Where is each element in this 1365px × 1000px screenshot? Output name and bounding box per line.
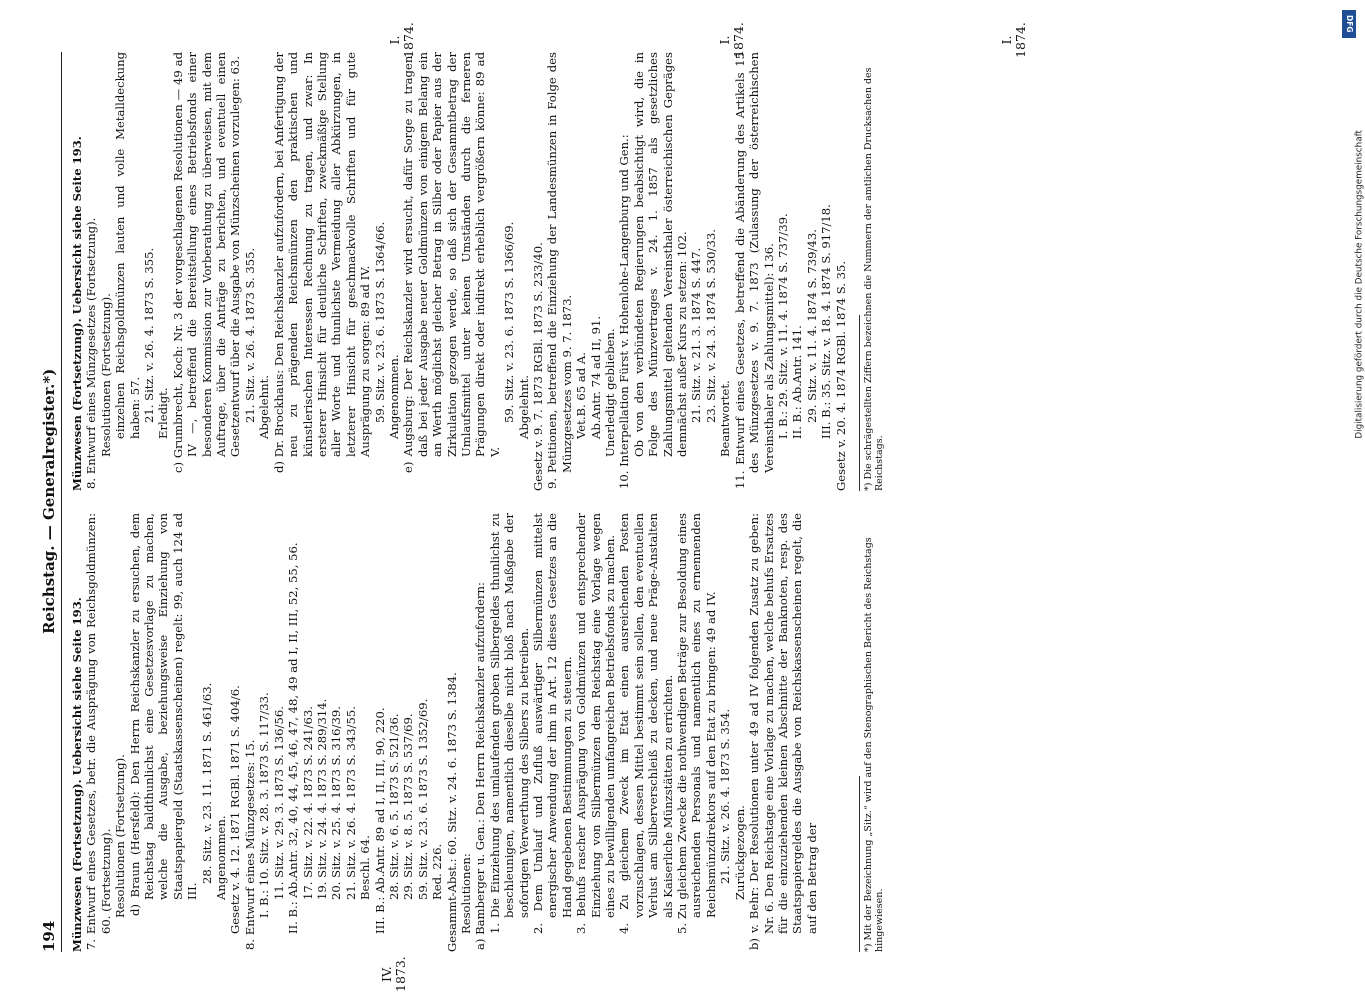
left-column-entry: 1. Die Einziehung des umlaufenden groben Silbergeldes thunlichst zu beschleunigen, namentlich dieselbe nicht bloß nach Maßgabe der sofortigen Verwerthung des Silbers zu betreiben. [487, 513, 531, 934]
left-column-entry: 19. Sitz. v. 24. 4. 1873 S. 289/314. [314, 698, 329, 900]
left-column-entry: II. B.: Ab.Antr. 32, 40, 44, 45, 46, 47, 48, 49 ad I, II, III, 52, 55, 56. [286, 542, 301, 934]
left-column-entry: 21. Sitz. v. 26. 4. 1873 S. 343/55. [343, 706, 358, 900]
right-column-entry: 21. Sitz. v. 26. 4. 1873 S. 355. [142, 247, 157, 423]
margin-year-right-3: I. 1874. [999, 22, 1028, 58]
right-column-entry: 23. Sitz. v. 24. 3. 1874 S. 530/33. [703, 229, 718, 423]
left-column-entry: 2. Dem Umlauf und Zufluß auswärtiger Silbermünzen mittelst energischer Anwendung der ihm in Art. 12 dieses Gesetzes an die Hand gegebenen Bestimmungen zu steuern. [531, 513, 574, 934]
left-column-entry: 5. Zu gleichem Zwecke die nothwendigen Beträge zur Besoldung eines ausreichenden Personals und namentlich eines zu ernennenden Reichsmünzdirektors auf den Etat zu bringen: 49 ad IV. [675, 513, 718, 934]
left-column-entry: a) Bamberger u. Gen.: Den Herrn Reichskanzler aufzufordern: [473, 582, 488, 950]
left-column-entry: 28. Sitz. v. 6. 5. 1873 S. 521/36. [386, 713, 401, 900]
left-column-entry: Münzwesen (Fortsetzung). Uebersicht siehe Seite 193. [70, 597, 84, 952]
right-column-entry: 29. Sitz. v. 11. 4. 1874 S. 739/43. [804, 229, 819, 423]
left-column-entry: b) v. Behr: Der Resolutionen unter 49 ad IV folgenden Zusatz zu geben: Nr. 6. Den Reichstage eine Vorlage zu machen, welche behufs Ersatzes für die einzuziehenden kleinen Abschnitte der Banknoten, resp. des Staatspapiergeldes die Ausgabe von Reichskassenscheinen regelt, die auf den Betrag der [747, 513, 819, 950]
dfg-logo: DFG [1342, 10, 1356, 38]
right-column-entry: Erledigt. [156, 387, 171, 439]
right-column-entry: Angenommen. [386, 354, 401, 439]
margin-year-right-2: I. 1874. [717, 22, 746, 58]
right-column-entry: 8. Entwurf eines Münzgesetzes (Fortsetzung). [84, 217, 99, 489]
right-column-entry: Ab.Antr. 74 ad II, 91. [588, 315, 603, 439]
left-column-entry: I. B.: 10. Sitz. v. 28. 3. 1873 S. 117/33. [257, 692, 272, 918]
footnote-left: *) Mit der Bezeichnung „Sitz.“ wird auf den Stenographischen Bericht des Reichstags hingewiesen. [862, 537, 886, 952]
right-column-entry: Münzwesen (Fortsetzung). Uebersicht siehe Seite 193. [70, 136, 84, 491]
right-column-entry: Gesetz v. 20. 4. 1874 RGBl. 1874 S. 35. [833, 260, 848, 491]
margin-year-right-1: I. 1874. [387, 22, 416, 58]
footnote-rule-left [859, 776, 860, 952]
left-column-entry: 17. Sitz. v. 22. 4. 1873 S. 241/63. [300, 706, 315, 900]
footnote-rule-right [859, 315, 860, 491]
left-column-entry: Angenommen. [214, 815, 229, 900]
right-column-entry: 10. Interpellation Fürst v. Hohenlohe-Langenburg und Gen.: [617, 134, 632, 489]
right-column-entry: c) Grumbrecht, Koch: Nr. 3 der vorgeschlagenen Resolutionen — 49 ad IV —, betreffend die Bereitstellung eines Betriebsfonds einer besonderen Kommission zur Vorberathung zu überweisen, mit dem Auftrage, über die Anträge zu berichten, und eventuell einen Gesetzentwurf über die Ausgabe von Münzscheinen vorzulegen: 63. [170, 52, 243, 473]
right-column-entry: Abgelehnt. [257, 375, 272, 439]
right-column-entry: Ob von den verbündeten Regierungen beabsichtigt wird, die in Folge des Münzvertrages v. 24. 1. 1857 als gesetzliches Zahlungsmittel geltenden Vereinsthaler österreichischen Gepräges demnächst außer Kurs zu setzen: 102. [631, 52, 690, 457]
left-column-entry: 21. Sitz. v. 26. 4. 1873 S. 354. [718, 708, 733, 884]
right-column-entry: e) Augsburg: Der Reichskanzler wird ersucht, dafür Sorge zu tragen, daß bei jeder Ausgabe neuer Goldmünzen von einigem Belang ein an Werth möglichst gleicher Betrag in Silber oder Papier aus der Zirkulation gezogen werde, so daß sich der Gesammtbetrag der Umlaufsmittel unter keinen Umständen durch die ferneren Prägungen direkt oder indirekt erheblich vergrößern könne: 89 ad V. [401, 52, 502, 473]
running-head [40, 52, 62, 952]
left-column-entry: 11. Sitz. v. 29. 3. 1873 S. 136/56. [271, 706, 286, 900]
right-column-entry: III. B.: 35. Sitz. v. 18. 4. 1874 S. 917/18. [819, 204, 834, 439]
left-column-entry: 7. Entwurf eines Gesetzes, betr. die Ausprägung von Reichsgoldmünzen: 60. (Fortsetzung). [84, 513, 113, 950]
left-column-entry: Resolutionen (Fortsetzung). [113, 754, 128, 918]
right-column-entry: Abgelehnt. [516, 375, 531, 439]
left-column-entry: III. B.: Ab.Antr. 89 ad I, II, III, 90, 220. [372, 707, 387, 934]
right-column-entry: Gesetz v. 9. 7. 1873 RGBl. 1873 S. 233/40. [531, 242, 545, 491]
left-column-entry: 29. Sitz. v. 8. 5. 1873 S. 537/69. [401, 713, 416, 900]
right-column-entry: 59. Sitz. v. 23. 6. 1873 S. 1364/66. [372, 221, 387, 423]
right-column-entry: einzelnen Reichsgoldmünzen lauten und volle Metalldeckung haben: 57. [113, 52, 142, 439]
right-column-entry: Vet.B. 65 ad A. [574, 352, 589, 439]
left-column-entry: 20. Sitz. v. 25. 4. 1873 S. 316/39. [329, 706, 344, 900]
digitization-note: Digitalisierung gefördert durch die Deutsche Forschungsgemeinschaft [1355, 130, 1365, 439]
page-number: 194 [40, 920, 58, 952]
footnote-right: *) Die schrägestellten Ziffern bezeichnen die Nummern der amtlichen Drucksachen des Reichstags. [862, 67, 886, 491]
footnote-left-block [852, 513, 886, 952]
left-column-entry: Red. 226. [430, 843, 445, 900]
right-column-entry: 21. Sitz. v. 21. 3. 1874 S. 447. [689, 247, 704, 423]
right-column-entry: Unerledigt geblieben. [603, 328, 618, 457]
right-column-entry: I. B.: 29. Sitz. v. 11. 4. 1874 S. 737/39. [775, 213, 790, 439]
right-column-entry: II. B.: Ab.Antr. 141. [790, 325, 805, 439]
left-column-entry: Gesetz v. 4. 12. 1871 RGBl. 1871 S. 404/6. [228, 685, 243, 934]
right-column-entry: 9. Petitionen, betreffend die Einziehung der Landesmünzen in Folge des Münzgesetzes vom 9. 7. 1873. [545, 52, 574, 489]
left-column-entry: 8. Entwurf eines Münzgesetzes: 15. [242, 739, 257, 950]
left-column-entry: 4. Zu gleichem Zweck im Etat einen ausreichenden Posten vorzuschlagen, dessen Mittel bestimmt sein sollen, den eventuellen Verlust am Silberverschleiß zu decken, und neue Präge-Anstalten als Kaiserliche Münzstätten zu errichten. [617, 513, 675, 934]
page-title: Reichstag. — Generalregister.*) [40, 368, 58, 635]
footnote-right-block [852, 52, 886, 491]
left-column [70, 513, 848, 992]
right-column-entry: Resolutionen (Fortsetzung). [98, 293, 113, 457]
margin-year-left: IV. 1873. [379, 956, 408, 992]
left-column-entry: Beschl. 64. [358, 835, 373, 900]
left-column-entry: 28. Sitz. v. 23. 11. 1871 S. 461/63. [199, 682, 214, 884]
left-column-entry: 59. Sitz. v. 23. 6. 1873 S. 1352/69. [415, 698, 430, 900]
right-column-entry: d) Dr. Brockhaus: Den Reichskanzler aufzufordern, bei Anfertigung der neu zu prägenden Reichsmünzen den praktischen und künstlerischen Interessen Rechnung zu tragen, und zwar: In ersterer Hinsicht für deutliche Schriften, zweckmäßige Stellung aller Worte und thunlichste Vermeidung aller Abkürzungen, in letzterer Hinsicht für geschmackvolle Schriften und für gute Ausprägung zu sorgen: 89 ad IV. [271, 52, 373, 473]
left-column-entry: Gesammt-Abst.: 60. Sitz. v. 24. 6. 1873 S. 1384. [444, 672, 459, 952]
right-column-entry: 59. Sitz. v. 23. 6. 1873 S. 1366/69. [502, 221, 517, 423]
left-column-entry: 3. Behufs rascher Ausprägung von Goldmünzen und entsprechender Einziehung von Silbermünzen dem Reichstag eine Vorlage wegen eines zu bewilligenden umfangreichen Betriebsfonds zu machen. [574, 513, 618, 934]
left-column-entry: d) Braun (Hersfeld): Den Herrn Reichskanzler zu ersuchen, dem Reichstag baldthunlichst eine Gesetzesvorlage zu machen, welche die Ausgabe, beziehungsweise Einziehung von Staatspapiergeld (Staatskassenscheinen) regelt: 99, auch 124 ad III. [127, 513, 200, 916]
right-column-entry: Beantwortet. [718, 380, 733, 457]
footnote-row [852, 52, 886, 952]
right-column-entry: 21. Sitz. v. 26. 4. 1873 S. 355. [242, 247, 257, 423]
left-column-entry: Resolutionen: [458, 853, 473, 934]
right-column-entry: 11. Entwurf eines Gesetzes, betreffend die Abänderung des Artikels 15 des Münzgesetzes v. 9. 7. 1873 (Zulassung der österreichischen Vereinsthaler als Zahlungsmittel): 136. [732, 52, 776, 489]
left-column-entry: Zurückgezogen. [732, 805, 747, 900]
